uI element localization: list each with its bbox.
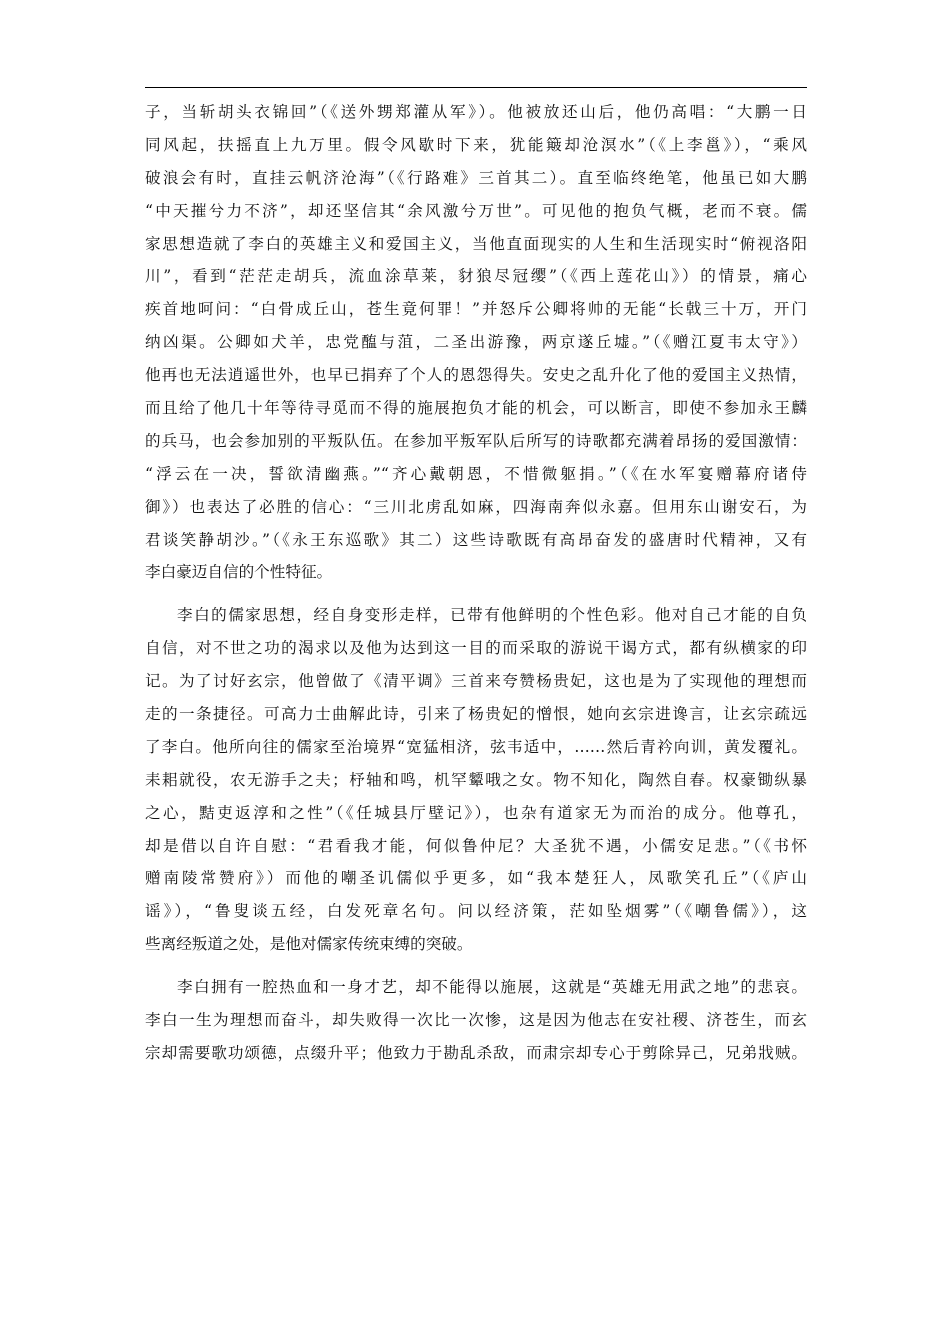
text-line: 疾首地呵问：“白骨成丘山，苍生竟何罪！”并怒斥公卿将帅的无能“长戟三十万，开门 xyxy=(145,300,807,319)
text-line: 子，当斩胡头衣锦回”（《送外甥郑灌从军》）。他被放还山后，他仍高唱：“大鹏一日 xyxy=(145,103,807,121)
paragraph xyxy=(145,971,807,1070)
text-line: 谣》），“鲁叟谈五经，白发死章名句。问以经济策，茫如坠烟雾”（《嘲鲁儒》），这 xyxy=(145,902,807,921)
text-line: “中天摧兮力不济”，却还坚信其“余风激兮万世”。可见他的抱负气概，老而不衰。儒 xyxy=(145,201,807,220)
text-line: 宗却需要歌功颂德，点缀升平；他致力于勘乱杀敌，而肃宗却专心于剪除异己，兄弟戕贼。 xyxy=(145,1043,807,1062)
paragraph-gap xyxy=(145,589,807,599)
text-line: 之心，黠吏返淳和之性”（《任城县厅壁记》），也杂有道家无为而治的成分。他尊孔， xyxy=(145,803,807,822)
text-line: 李白的儒家思想，经自身变形走样，已带有他鲜明的个性色彩。他对自己才能的自负 xyxy=(177,606,807,625)
header-rule xyxy=(145,87,807,88)
text-line: 纳凶渠。公卿如犬羊，忠党醢与菹，二圣出游豫，两京遂丘墟。”（《赠江夏韦太守》） xyxy=(145,333,807,352)
text-line: 李白拥有一腔热血和一身才艺，却不能得以施展，这就是“英雄无用武之地”的悲哀。 xyxy=(177,978,807,997)
text-line: 赠南陵常赞府》）而他的嘲圣讥儒似乎更多，如“我本楚狂人，凤歌笑孔丘”（《庐山 xyxy=(145,869,807,888)
text-line: 却是借以自许自慰：“君看我才能，何似鲁仲尼？大圣犹不遇，小儒安足悲。”（《书怀 xyxy=(145,836,807,855)
text-line: 而且给了他几十年等待寻觅而不得的施展抱负才能的机会，可以断言，即使不参加永王麟 xyxy=(145,399,807,418)
text-line: 同风起，扶摇直上九万里。假令风歇时下来，犹能簸却沧溟水”（《上李邕》），“乘风 xyxy=(145,135,807,154)
text-line: 御》）也表达了必胜的信心：“三川北虏乱如麻，四海南奔似永嘉。但用东山谢安石，为 xyxy=(145,497,807,516)
paragraph xyxy=(145,599,807,961)
text-line: 记。为了讨好玄宗，他曾做了《清平调》三首来夸赞杨贵妃，这也是为了实现他的理想而 xyxy=(145,672,807,691)
text-line: 耒耜就役，农无游手之夫；杼轴和鸣，机罕颦哦之女。物不知化，陶然自春。权豪锄纵暴 xyxy=(145,770,807,789)
text-line: 李白一生为理想而奋斗，却失败得一次比一次惨，这是因为他志在安社稷、济苍生，而玄 xyxy=(145,1011,807,1030)
text-line: 了李白。他所向往的儒家至治境界“宽猛相济，弦韦适中，……然后青衿向训，黄发覆礼。 xyxy=(145,737,807,756)
text-line: 自信，对不世之功的渴求以及他为达到这一目的而采取的游说干谒方式，都有纵横家的印 xyxy=(145,639,807,658)
document-body xyxy=(145,96,807,1070)
text-line: 他再也无法逍遥世外，也早已捐弃了个人的恩怨得失。安史之乱升化了他的爱国主义热情， xyxy=(145,366,807,385)
paragraph xyxy=(145,96,807,589)
text-line: “浮云在一决，誓欲清幽燕。”“齐心戴朝恩，不惜微躯捐。”（《在水军宴赠幕府诸侍 xyxy=(145,464,807,483)
paragraph-gap xyxy=(145,961,807,971)
text-line: 些离经叛道之处，是他对儒家传统束缚的突破。 xyxy=(145,935,473,954)
text-line: 李白豪迈自信的个性特征。 xyxy=(145,563,333,582)
text-line: 君谈笑静胡沙。”（《永王东巡歌》其二）这些诗歌既有高昂奋发的盛唐时代精神，又有 xyxy=(145,530,807,549)
text-line: 的兵马，也会参加别的平叛队伍。在参加平叛军队后所写的诗歌都充满着昂扬的爱国激情： xyxy=(145,431,807,450)
text-line: 破浪会有时，直挂云帆济沧海”（《行路难》三首其二）。直至临终绝笔，他虽已如大鹏 xyxy=(145,168,807,187)
text-line: 家思想造就了李白的英雄主义和爱国主义，当他直面现实的人生和生活现实时“俯视洛阳 xyxy=(145,234,807,253)
text-line: 川”，看到“茫茫走胡兵，流血涂草莱，豺狼尽冠缨”（《西上莲花山》）的情景，痛心 xyxy=(145,267,807,286)
text-line: 走的一条捷径。可高力士曲解此诗，引来了杨贵妃的憎恨，她向玄宗进谗言，让玄宗疏远 xyxy=(145,705,807,724)
